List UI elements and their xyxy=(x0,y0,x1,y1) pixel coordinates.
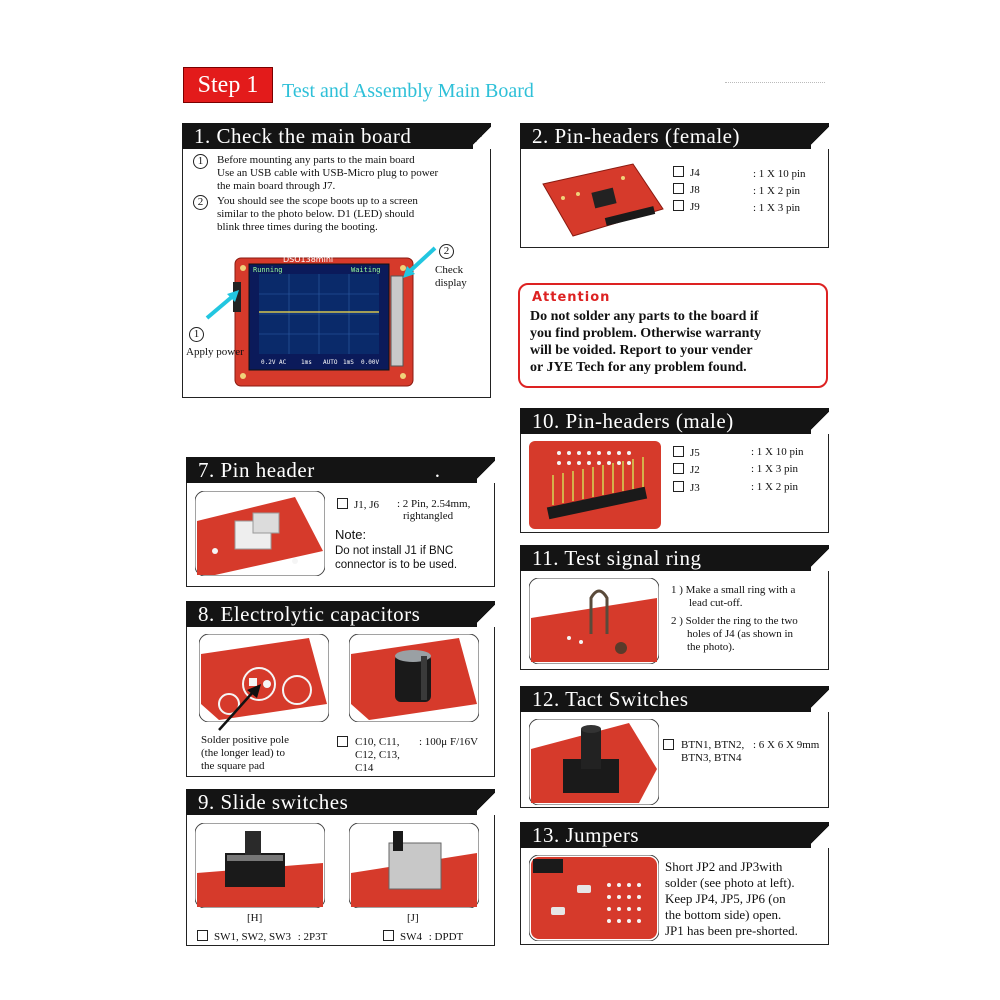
step-badge: Step 1 xyxy=(183,67,273,103)
checkbox[interactable] xyxy=(673,183,684,194)
row-j8: J8 xyxy=(673,183,700,196)
checkbox[interactable] xyxy=(673,463,684,474)
section-title: 7. Pin header . xyxy=(186,457,495,483)
checkbox[interactable] xyxy=(673,166,684,177)
spec-j4: : 1 X 10 pin xyxy=(753,168,806,180)
tact-parts: BTN1, BTN2, BTN3, BTN4 xyxy=(681,739,745,764)
callout-check-display: Check display xyxy=(435,264,467,289)
screen-bottom-0: 0.2V xyxy=(261,359,276,366)
main-board-photo xyxy=(231,254,416,389)
signal-ring-photo xyxy=(529,578,659,664)
male-header-photo xyxy=(529,441,661,529)
step-title: Test and Assembly Main Board xyxy=(282,80,534,102)
arrow-power xyxy=(203,284,243,324)
capacitor-checkbox xyxy=(337,736,354,749)
section-pin-headers-male xyxy=(520,408,829,533)
spec-j5: : 1 X 10 pin xyxy=(751,446,804,458)
header-divider xyxy=(725,82,825,83)
checkbox[interactable] xyxy=(383,930,394,941)
screen-bottom-2: 1ms xyxy=(301,359,312,366)
screen-brand: DSO138mini xyxy=(283,255,334,264)
row-sw4: SW4 : DPDT xyxy=(383,930,463,943)
checkbox[interactable] xyxy=(197,930,208,941)
arrow-display xyxy=(397,242,439,282)
capacitor-mounted-photo xyxy=(349,634,479,722)
slide-switch-h-photo xyxy=(195,823,325,908)
jumper-instructions: Short JP2 and JP3with solder (see photo at left). Keep JP4, JP5, JP6 (on the bottom side) open. JP1 has been pre-shorted. xyxy=(665,859,798,938)
row-j5: J5 xyxy=(673,446,700,459)
slide-switch-j-photo xyxy=(349,823,479,908)
part-j1-j6: J1, J6 xyxy=(337,498,379,511)
attention-title: Attention xyxy=(532,290,611,305)
section-pin-headers-female xyxy=(520,123,829,248)
row-j4: J4 xyxy=(673,166,700,179)
attention-body: Do not solder any parts to the board if you find problem. Otherwise warranty will be voided. Report to your vender or JYE Tech for any problem found. xyxy=(530,309,762,375)
checkbox[interactable] xyxy=(673,446,684,457)
section-jumpers xyxy=(520,822,829,945)
section-title: 10. Pin-headers (male) xyxy=(520,408,829,434)
section-slide-switches xyxy=(186,789,495,946)
female-header-photo xyxy=(533,154,668,242)
callout-2-marker: 2 xyxy=(439,244,454,259)
section-title: 11. Test signal ring xyxy=(520,545,829,571)
section-tact-switches xyxy=(520,686,829,808)
instruction-1: Before mounting any parts to the main board Use an USB cable with USB-Micro plug to power the main board through J7. xyxy=(217,154,439,192)
checkbox[interactable] xyxy=(673,481,684,492)
section-electrolytic-capacitors xyxy=(186,601,495,777)
capacitor-spec: : 100μ F/16V xyxy=(419,736,479,748)
checkbox[interactable] xyxy=(673,200,684,211)
note-label: Note: xyxy=(335,527,367,542)
section-title: 9. Slide switches xyxy=(186,789,495,815)
jumper-photo xyxy=(529,855,659,941)
attention-notice xyxy=(518,283,828,388)
callout-apply-power: Apply power xyxy=(186,346,244,358)
section-title: 1. Check the main board xyxy=(182,123,491,149)
screen-bottom-1: AC xyxy=(279,359,287,366)
section-title: 13. Jumpers xyxy=(520,822,829,848)
instruction-2: You should see the scope boots up to a screen similar to the photo below. D1 (LED) should blink three times during the booting. xyxy=(217,195,418,233)
step-2-marker: 2 xyxy=(193,195,208,210)
pin-header-photo xyxy=(195,491,325,576)
section-title: 2. Pin-headers (female) xyxy=(520,123,829,149)
ring-step-2: 2 ) Solder the ring to the two holes of J4 (as shown in the photo). xyxy=(671,615,798,653)
label-j: [J] xyxy=(407,912,419,924)
screen-bottom-3: AUTO xyxy=(323,359,338,366)
ring-step-1: 1 ) Make a small ring with a lead cut-off. xyxy=(671,584,796,609)
capacitor-parts: C10, C11, C12, C13, C14 xyxy=(355,736,400,774)
spec-j9: : 1 X 3 pin xyxy=(753,202,801,214)
section-title: 8. Electrolytic capacitors xyxy=(186,601,495,627)
checkbox[interactable] xyxy=(337,498,348,509)
row-sw1-sw3: SW1, SW2, SW3 : 2P3T xyxy=(197,930,327,943)
spec-j3: : 1 X 2 pin xyxy=(751,481,799,493)
row-j3: J3 xyxy=(673,481,700,494)
tact-spec: : 6 X 6 X 9mm xyxy=(753,739,820,751)
checkbox[interactable] xyxy=(663,739,674,750)
row-j2: J2 xyxy=(673,463,700,476)
step-1-marker: 1 xyxy=(193,154,208,169)
tact-switch-photo xyxy=(529,719,659,805)
screen-status-left: Running xyxy=(253,266,283,274)
spec-j8: : 1 X 2 pin xyxy=(753,185,801,197)
spec-j2: : 1 X 3 pin xyxy=(751,463,799,475)
screen-status-right: Waiting xyxy=(351,266,381,274)
tact-checkbox xyxy=(663,739,680,752)
section-title: 12. Tact Switches xyxy=(520,686,829,712)
capacitor-caption: Solder positive pole (the longer lead) to the square pad xyxy=(201,734,289,772)
checkbox[interactable] xyxy=(337,736,348,747)
section-test-signal-ring xyxy=(520,545,829,670)
row-j9: J9 xyxy=(673,200,700,213)
screen-bottom-4: 1mS xyxy=(343,359,354,366)
note-text: Do not install J1 if BNC connector is to be used. xyxy=(335,545,458,571)
section-pin-header xyxy=(186,457,495,587)
label-h: [H] xyxy=(247,912,263,924)
arrow-square-pad xyxy=(215,682,265,734)
callout-1-marker: 1 xyxy=(189,327,204,342)
section-check-main-board xyxy=(182,123,491,398)
spec-j1-j6: : 2 Pin, 2.54mm, rightangled xyxy=(397,498,471,522)
screen-bottom-5: 0.00V xyxy=(361,359,380,366)
